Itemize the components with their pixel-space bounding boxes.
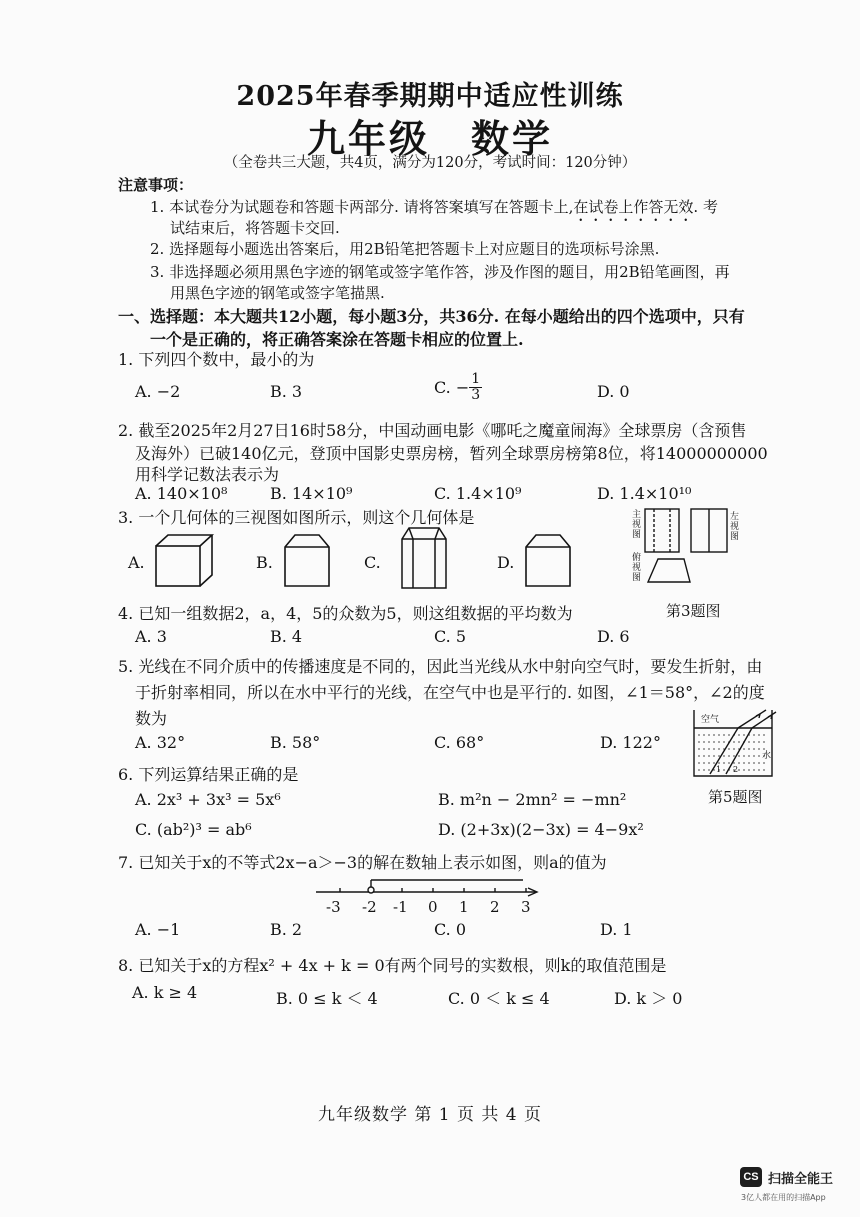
q6-option-c: C. (ab²)³ = ab⁶ (135, 820, 252, 839)
notes-heading: 注意事项： (118, 176, 194, 194)
q5-line-1: 5. 光线在不同介质中的传播速度是不同的，因此当光线从水中射向空气时，要发生折射，由 (118, 657, 763, 676)
q3-option-a: A. (128, 553, 145, 572)
q3-option-b: B. (256, 553, 273, 572)
q3-option-c-prism (401, 527, 447, 589)
q1-option-b: B. 3 (270, 382, 303, 401)
q5-caption: 第5题图 (708, 788, 763, 806)
q3-option-b-solid (283, 533, 331, 588)
q1-fraction (469, 372, 482, 403)
q4-option-b: B. 4 (270, 627, 303, 646)
q7-option-c: C. 0 (434, 920, 467, 939)
q7-option-d: D. 1 (600, 920, 633, 939)
q7-stem: 7. 已知关于x的不等式2x−a＞−3的解在数轴上表示如图，则a的值为 (118, 853, 607, 872)
q8-option-d: D. k ＞ 0 (614, 989, 683, 1008)
q7-number-line (316, 876, 546, 900)
q8-option-a: A. k ≥ 4 (132, 983, 198, 1002)
q5-water-label: 水 (762, 751, 772, 761)
exam-subtitle: （全卷共三大题，共4页，满分为120分，考试时间：120分钟） (223, 155, 637, 171)
q4-option-d: D. 6 (597, 627, 630, 646)
q5-angle-1-label: 1 (716, 765, 722, 774)
q6-option-a: A. 2x³ + 3x³ = 5x⁶ (135, 790, 281, 809)
q6-stem: 6. 下列运算结果正确的是 (118, 765, 299, 784)
q1-fraction-den: 3 (471, 387, 481, 403)
exam-title: 2025年春季期期中适应性训练 (236, 81, 624, 112)
q3-caption: 第3题图 (666, 602, 721, 620)
q5-line-3: 数为 (135, 709, 168, 728)
q3-option-d-solid (524, 533, 572, 588)
q7-tick--3: -3 (326, 898, 341, 916)
q2-option-a: A. 140×10⁸ (135, 484, 228, 503)
q5-line-2: 于折射率相同，所以在水中平行的光线，在空气中也是平行的. 如图，∠1＝58°，∠2的度 (135, 683, 765, 702)
note-1-cont: 试结束后，将答题卡交回. (170, 219, 340, 237)
camscanner-logo-icon: CS (740, 1167, 762, 1187)
q1-option-d: D. 0 (597, 382, 630, 401)
q5-option-a: A. 32° (135, 733, 186, 752)
q3-top-view-label: 俯视图 (632, 553, 642, 583)
q4-stem: 4. 已知一组数据2，a，4，5的众数为5，则这组数据的平均数为 (118, 604, 573, 623)
q3-option-c: C. (364, 553, 381, 572)
q5-option-d: D. 122° (600, 733, 661, 752)
q6-option-b: B. m²n − 2mn² = −mn² (438, 790, 627, 809)
q8-stem: 8. 已知关于x的方程x² + 4x + k = 0有两个同号的实数根，则k的取值范围是 (118, 956, 667, 975)
q7-option-a: A. −1 (135, 920, 181, 939)
q7-tick-2: 2 (490, 898, 500, 916)
q4-option-c: C. 5 (434, 627, 467, 646)
q7-tick--1: -1 (393, 898, 408, 916)
q3-front-view-label: 主视图 (632, 510, 642, 540)
q7-tick-1: 1 (459, 898, 469, 916)
note-2: 2. 选择题每小题选出答案后，用2B铅笔把答题卡上对应题目的选项标号涂黑. (150, 240, 660, 258)
q7-tick-3: 3 (521, 898, 531, 916)
q2-option-c: C. 1.4×10⁹ (434, 484, 522, 503)
section-heading-cont: 一个是正确的，将正确答案涂在答题卡相应的位置上. (150, 330, 524, 349)
q5-option-c: C. 68° (434, 733, 485, 752)
q7-option-b: B. 2 (270, 920, 303, 939)
q6-option-d: D. (2+3x)(2−3x) = 4−9x² (438, 820, 644, 839)
q8-option-c: C. 0 ＜ k ≤ 4 (448, 989, 550, 1008)
q5-angle-2-label: 2 (733, 765, 739, 774)
q7-tick--2: -2 (362, 898, 377, 916)
q3-stem: 3. 一个几何体的三视图如图所示，则这个几何体是 (118, 508, 475, 527)
section-heading: 一、选择题：本大题共12小题，每小题3分，共36分. 在每小题给出的四个选项中，只有 (118, 307, 745, 326)
q1-option-c (434, 372, 482, 403)
q2-line-3: 用科学记数法表示为 (135, 465, 280, 484)
camscanner-name: 扫描全能王 (768, 1172, 834, 1187)
q4-option-a: A. 3 (135, 627, 167, 646)
note-1-tail: . 考 (693, 198, 718, 216)
camscanner-tagline: 3亿人都在用的扫描App (741, 1193, 826, 1202)
q3-option-d: D. (497, 553, 515, 572)
q1-option-c-label: C. − (434, 378, 470, 397)
q2-line-1: 2. 截至2025年2月27日16时58分，中国动画电影《哪吒之魔童闹海》全球票房（含预售 (118, 421, 747, 440)
note-3-cont: 用黑色字迹的钢笔或签字笔描黑. (170, 284, 385, 302)
page-footer: 九年级数学 第 1 页 共 4 页 (317, 1105, 543, 1125)
q3-side-view-label: 左视图 (730, 512, 740, 542)
q5-option-b: B. 58° (270, 733, 321, 752)
q2-option-d: D. 1.4×10¹⁰ (597, 484, 692, 503)
note-1-emphasis: 在试卷上作答无效 (573, 198, 694, 216)
q5-air-label: 空气 (701, 715, 720, 725)
q1-stem: 1. 下列四个数中，最小的为 (118, 350, 315, 369)
q2-line-2: 及海外）已破140亿元，登顶中国影史票房榜，暂列全球票房榜第8位，将14000000000 (135, 444, 768, 463)
q3-option-a-cube (155, 533, 215, 588)
q2-option-b: B. 14×10⁹ (270, 484, 353, 503)
q7-tick-0: 0 (428, 898, 438, 916)
q8-option-b: B. 0 ≤ k ＜ 4 (276, 989, 378, 1008)
q1-option-a: A. −2 (135, 382, 181, 401)
exam-subject: 九年级 数学 (306, 116, 553, 161)
q1-fraction-num: 1 (471, 371, 481, 387)
q3-three-views-figure (644, 506, 734, 584)
note-3: 3. 非选择题必须用黑色字迹的钢笔或签字笔作答，涉及作图的题目，用2B铅笔画图，再 (150, 263, 730, 281)
note-1-text: 1. 本试卷分为试题卷和答题卡两部分. 请将答案填写在答题卡上, (150, 198, 574, 216)
